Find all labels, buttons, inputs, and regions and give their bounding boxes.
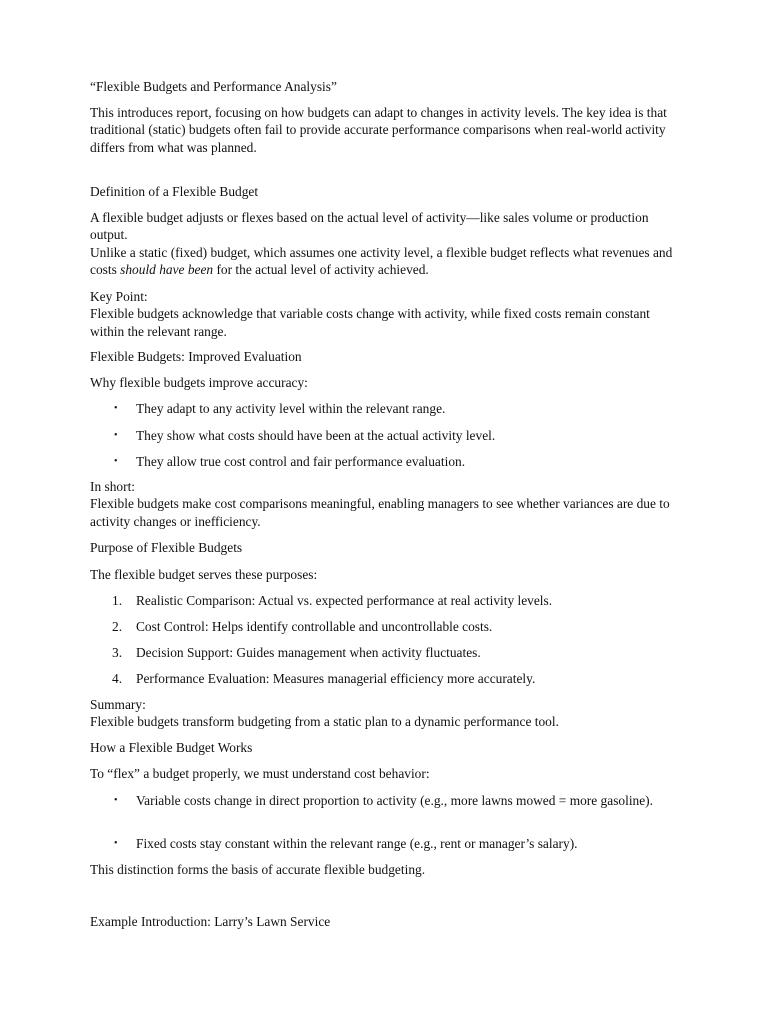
summary-label: Summary: — [90, 697, 146, 712]
in-short-block — [90, 478, 680, 530]
summary-block — [90, 696, 680, 731]
key-point-label: Key Point: — [90, 289, 148, 304]
definition-line-1: A flexible budget adjusts or flexes based on the actual level of activity—like sales volume or production output. — [90, 210, 649, 243]
key-point-text: Flexible budgets acknowledge that variable costs change with activity, while fixed costs remain constant within the relevant range. — [90, 306, 650, 339]
example-heading: Example Introduction: Larry’s Lawn Service — [90, 914, 331, 929]
intro-paragraph: This introduces report, focusing on how budgets can adapt to changes in activity levels. The key idea is that traditional (static) budgets often fail to provide accurate performance comparisons when real-world activity differs from what was planned. — [90, 105, 667, 155]
summary-text: Flexible budgets transform budgeting from a static plan to a dynamic performance tool. — [90, 714, 559, 730]
how-it-works-heading: How a Flexible Budget Works — [90, 740, 253, 755]
list-item-text: They allow true cost control and fair performance evaluation. — [136, 454, 466, 469]
bullet-marker: • — [114, 403, 118, 414]
in-short-text: Flexible budgets make cost comparisons meaningful, enabling managers to see whether variances are due to activity changes or inefficiency. — [90, 496, 670, 529]
list-item-text: Cost Control: Helps identify controllable and uncontrollable costs. — [136, 619, 493, 634]
list-item-text: Variable costs change in direct proportion to activity (e.g., more lawns mowed = more gasoline). — [136, 793, 653, 808]
how-it-works-closing: This distinction forms the basis of accurate flexible budgeting. — [90, 862, 426, 877]
list-item-text: Realistic Comparison: Actual vs. expected performance at real activity levels. — [136, 593, 553, 608]
list-number: 3. — [112, 645, 123, 660]
definition-line-2-end: for the actual level of activity achieved. — [213, 262, 429, 278]
list-item-text: Fixed costs stay constant within the relevant range (e.g., rent or manager’s salary). — [136, 836, 578, 851]
list-item-text: They show what costs should have been at the actual activity level. — [136, 428, 496, 443]
bullet-marker: • — [114, 430, 118, 441]
bullet-marker: • — [114, 456, 118, 467]
bullet-marker: • — [114, 795, 118, 806]
list-number: 4. — [112, 671, 123, 686]
list-item-text: Decision Support: Guides management when activity fluctuates. — [136, 645, 481, 660]
definition-emphasis: should have been — [120, 262, 214, 278]
list-item-text: Performance Evaluation: Measures managerial efficiency more accurately. — [136, 671, 536, 686]
purpose-heading: Purpose of Flexible Budgets — [90, 540, 243, 555]
improved-evaluation-heading: Flexible Budgets: Improved Evaluation — [90, 349, 302, 364]
definition-line-2-start: Unlike a static (fixed) budget, which assumes one activity level, a flexible budget reflects what revenues and costs — [90, 244, 673, 278]
list-number: 2. — [112, 619, 123, 634]
purpose-lead: The flexible budget serves these purposes: — [90, 567, 318, 582]
how-it-works-lead: To “flex” a budget properly, we must understand cost behavior: — [90, 766, 430, 781]
document-title: “Flexible Budgets and Performance Analysis” — [90, 79, 337, 94]
definition-paragraph — [90, 209, 680, 279]
list-number: 1. — [112, 593, 123, 608]
improved-evaluation-lead: Why flexible budgets improve accuracy: — [90, 375, 308, 390]
bullet-marker: • — [114, 838, 118, 849]
definition-heading: Definition of a Flexible Budget — [90, 184, 259, 199]
in-short-label: In short: — [90, 479, 136, 494]
key-point-block — [90, 288, 680, 340]
list-item-text: They adapt to any activity level within the relevant range. — [136, 401, 446, 416]
